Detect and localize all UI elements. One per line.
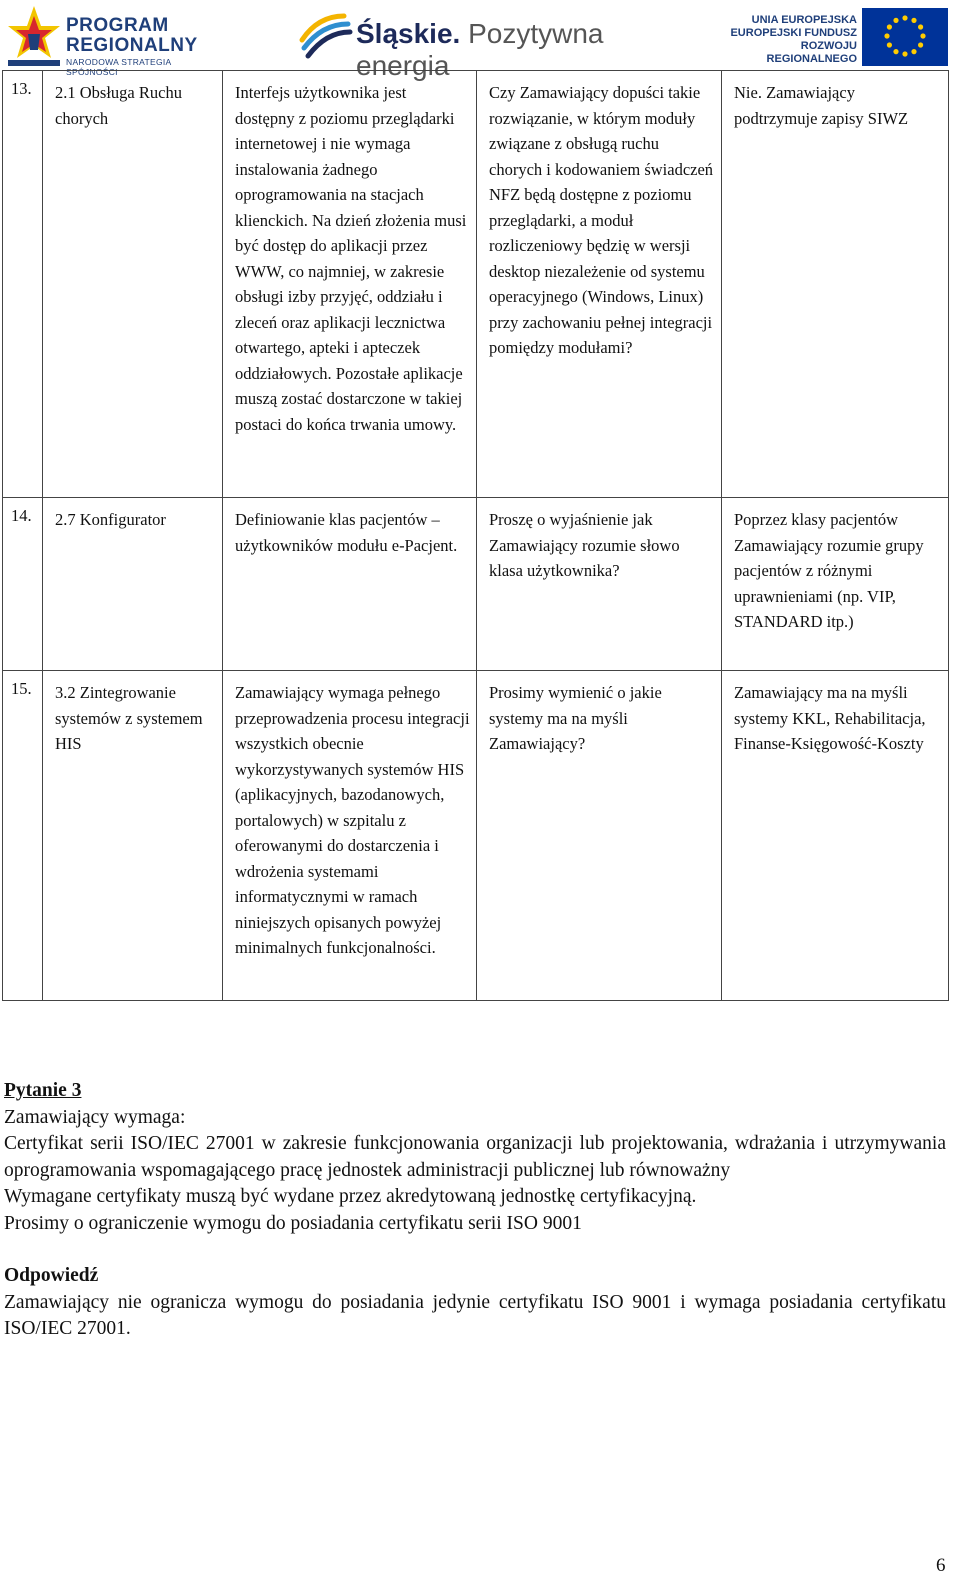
question-answer-section (4, 1078, 946, 1343)
pytanie-paragraph-2: Wymagane certyfikaty muszą być wydane przez akredytowaną jednostkę certyfikacyjną. (4, 1186, 697, 1207)
eu-text (712, 14, 857, 66)
star-emblem-icon (8, 4, 60, 66)
eu-flag-icon (862, 8, 948, 66)
qa-table (2, 70, 949, 1001)
table-row (3, 71, 949, 498)
table-row (3, 498, 949, 671)
answer-cell: Zamawiający ma na myśli systemy KKL, Rehabilitacja, Finanse-Księgowość-Koszty (722, 671, 949, 1001)
pytanie-paragraph-1: Certyfikat serii ISO/IEC 27001 w zakresie funkcjonowania organizacji lub projektowania, wdrażania i utrzymywania oprogramowania wspomagającego pracę jednostek administracji publicznej lub równoważny (4, 1133, 946, 1181)
page-number: 6 (936, 1555, 946, 1576)
section-cell: 2.7 Konfigurator (43, 498, 223, 671)
pytanie-paragraph-3: Prosimy o ograniczenie wymogu do posiadania certyfikatu serii ISO 9001 (4, 1212, 582, 1234)
slaskie-swoosh-icon (298, 10, 354, 60)
pytanie-heading: Pytanie 3 (4, 1080, 82, 1101)
program-regionalny-logo (8, 4, 223, 77)
eu-line-3: ROZWOJU REGIONALNEGO (766, 40, 857, 65)
section-cell: 3.2 Zintegrowanie systemów z systemem HIS (43, 671, 223, 1001)
table-row (3, 671, 949, 1001)
eu-line-1: UNIA EUROPEJSKA (751, 14, 857, 26)
pytanie-intro: Zamawiający wymaga: (4, 1106, 186, 1128)
page-header (0, 0, 960, 81)
question-cell: Czy Zamawiający dopuści takie rozwiązanie, w którym moduły związane z obsługą ruchu chorych i kodowaniem świadczeń NFZ będą dostępne z poziomu przeglądarki, a moduł rozliczeniowy będzię w wersji desktop niezależenie od systemu operacyjnego (Windows, Linux) przy zachowaniu pełnej integracji pomiędzy modułami? (477, 71, 722, 498)
eu-line-2: EUROPEJSKI FUNDUSZ (730, 27, 857, 39)
row-number: 13. (3, 71, 43, 498)
spacer (4, 1237, 946, 1263)
question-cell: Proszę o wyjaśnienie jak Zamawiający rozumie słowo klasa użytkownika? (477, 498, 722, 671)
requirement-cell: Zamawiający wymaga pełnego przeprowadzenia procesu integracji wszystkich obecnie wykorzystywanych systemów HIS (aplikacyjnych, bazodanowych, portalowych) w szpitalu z oferowanymi do dostarczenia i wdrożenia systemami informatycznymi w ramach niniejszych opisanych powyżej minimalnych funkcjonalności. (223, 671, 477, 1001)
odpowiedz-heading: Odpowiedź (4, 1265, 99, 1286)
section-cell: 2.1 Obsługa Ruchu chorych (43, 71, 223, 498)
requirement-cell: Definiowanie klas pacjentów – użytkowników modułu e-Pacjent. (223, 498, 477, 671)
slaskie-brand: Śląskie. (356, 18, 461, 49)
answer-cell: Poprzez klasy pacjentów Zamawiający rozumie grupy pacjentów z różnymi uprawnieniami (np. VIP, STANDARD itp.) (722, 498, 949, 671)
row-number: 15. (3, 671, 43, 1001)
slaskie-tagline: Pozytywna energia (356, 18, 604, 81)
program-line-3: NARODOWA STRATEGIA SPÓJNOŚCI (66, 57, 172, 77)
question-cell: Prosimy wymienić o jakie systemy ma na myśli Zamawiający? (477, 671, 722, 1001)
program-line-2: REGIONALNY (66, 35, 198, 56)
requirement-cell: Interfejs użytkownika jest dostępny z poziomu przeglądarki internetowej i nie wymaga instalowania żadnego oprogramowania na stacjach klienckich. Na dzień złożenia musi być dostęp do aplikacji przez WWW, co najmniej, w zakresie obsługi izby przyjęć, oddziału i zleceń oraz aplikacji lecznictwa otwartego, apteki i apteczek oddziałowych. Pozostałe aplikacje muszą zostać dostarczone w takiej postaci do końca trwania umowy. (223, 71, 477, 498)
slaskie-logo (298, 10, 678, 81)
row-number: 14. (3, 498, 43, 671)
eu-logo (712, 6, 952, 66)
program-line-1: PROGRAM (66, 15, 169, 36)
answer-cell: Nie. Zamawiający podtrzymuje zapisy SIWZ (722, 71, 949, 498)
odpowiedz-text: Zamawiający nie ogranicza wymogu do posiadania jedynie certyfikatu ISO 9001 i wymaga posiadania certyfikatu ISO/IEC 27001. (4, 1291, 946, 1339)
